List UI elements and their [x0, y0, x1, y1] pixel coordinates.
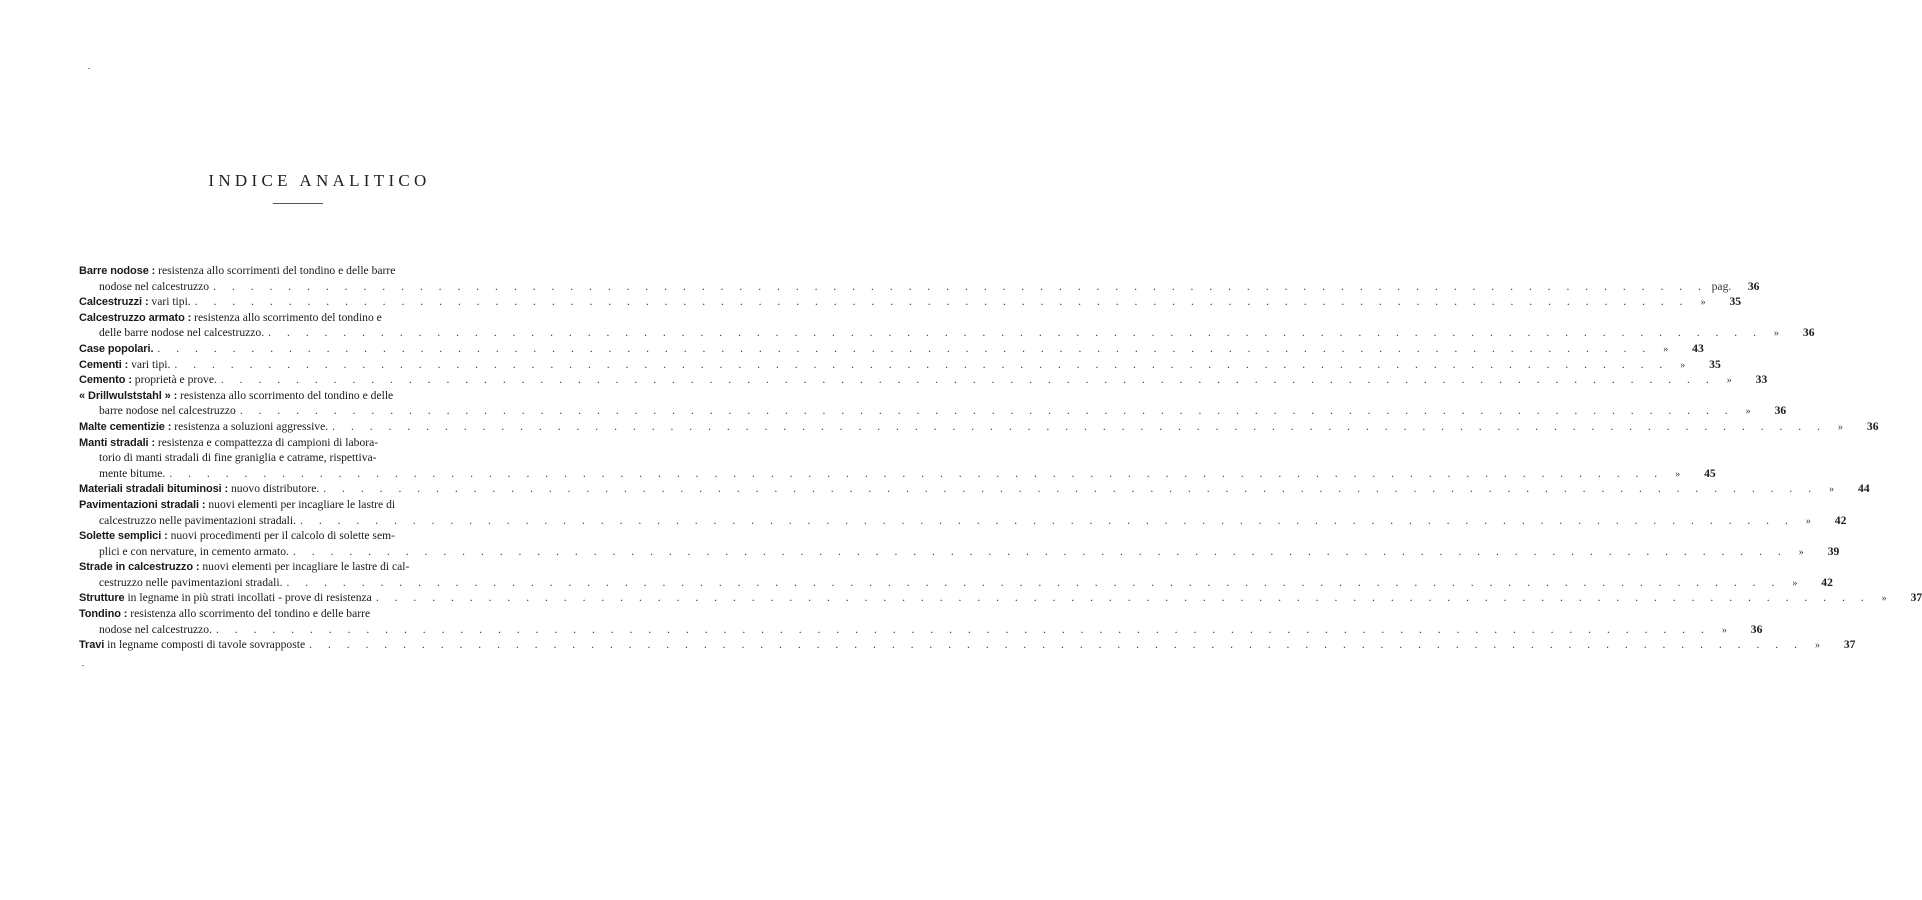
dot-leader: . . . . . . . . . . . . . . . . . . . . . . . . . . . . . . . . . . . . . . . . . . . . . . . . . . . . . . . . . . . . . . . . . . . . . . . . . . . . . . . . [300, 513, 1795, 527]
index-entry-continuation [79, 622, 1763, 638]
page-marker: » [1680, 359, 1686, 371]
page-marker: » [1792, 577, 1798, 589]
page-number: 36 [1802, 326, 1815, 340]
entry-description: in legname composti di tavole sovrapposte [104, 638, 306, 652]
entry-term: Materiali stradali bituminosi : [79, 483, 229, 496]
index-entry [79, 606, 525, 622]
entry-description: cestruzzo nelle pavimentazioni stradali. [99, 575, 283, 589]
scan-speck [88, 68, 90, 69]
page-marker: » [1745, 406, 1751, 418]
entry-description: resistenza a soluzioni aggressive. [171, 419, 329, 433]
index-entry [79, 372, 1768, 388]
index-entry-continuation [79, 575, 1833, 591]
page-marker: » [1798, 546, 1804, 558]
entry-description: torio di manti stradali di fine graniglia e catrame, rispettiva- [99, 451, 377, 465]
page-title: INDICE ANALITICO [208, 171, 431, 190]
dot-leader: . . . . . . . . . . . . . . . . . . . . . . . . . . . . . . . . . . . . . . . . . . . . . . . . . . . . . . . . . . . . . . . . . . . . . . . . . . . . . . . . [286, 575, 1781, 589]
entry-description: in legname in più strati incollati - prove di resistenza [124, 591, 372, 605]
index-entry [79, 590, 1922, 606]
entry-term: Strutture [79, 592, 125, 605]
index-entry [79, 263, 525, 279]
entry-term: Cemento : [79, 374, 132, 387]
entry-term: Cementi : [79, 358, 129, 371]
page-marker: » [1838, 421, 1843, 433]
page-marker: » [1805, 515, 1811, 527]
page-number: 36 [1750, 622, 1763, 636]
dot-leader: . . . . . . . . . . . . . . . . . . . . . . . . . . . . . . . . . . . . . . . . . . . . . . . . . . . . . . . . . . . . . . . . . . . . . . . . . . . . . . . . [292, 544, 1788, 558]
dot-leader: . . . . . . . . . . . . . . . . . . . . . . . . . . . . . . . . . . . . . . . . . . . . . . . . . . . . . . . . . . . . . . . . . . . . . . . . . . . . . . . . [332, 419, 1827, 433]
entry-description: resistenza allo scorrimenti del tondino e delle barre [155, 264, 396, 277]
entry-term: Barre nodose : [79, 265, 156, 277]
index-entry-continuation [79, 325, 1815, 341]
entry-term: Tondino : [79, 608, 128, 621]
entry-description: resistenza e compattezza di campioni di labora- [155, 435, 379, 449]
entry-description: plici e con nervature, in cemento armato. [99, 544, 289, 558]
index-entry [79, 341, 1704, 357]
entry-term: Malte cementizie : [79, 420, 172, 433]
page-number: 35 [1709, 357, 1721, 371]
index-entry-continuation [79, 466, 1716, 482]
index-entry [79, 294, 1742, 310]
index-entry [79, 357, 1721, 373]
page-marker: » [1881, 593, 1887, 605]
entry-term: Calcestruzzo armato : [79, 311, 192, 324]
entry-description: nodose nel calcestruzzo [99, 279, 210, 293]
page-marker: » [1829, 484, 1835, 496]
entry-term: Manti stradali : [79, 436, 156, 449]
entry-term: Travi [79, 639, 105, 652]
page-number: 39 [1827, 544, 1840, 558]
page-number: 36 [1747, 279, 1760, 293]
page-number: 33 [1755, 373, 1768, 387]
index-entry [79, 419, 1879, 435]
entry-description: nuovi elementi per incagliare le lastre di [205, 497, 396, 511]
entry-description: resistenza allo scorrimento del tondino e delle [177, 388, 394, 402]
index-entry-continuation [79, 279, 1760, 295]
entry-description: nuovi elementi per incagliare le lastre di cal- [199, 560, 410, 574]
dot-leader: . . . . . . . . . . . . . . . . . . . . . . . . . . . . . . . . . . . . . . . . . . . . . . . . . . . . . . . . . . . . . . . . . . . . . . . . . . . . . . . . [169, 466, 1664, 480]
page-number: 35 [1729, 295, 1742, 309]
dot-leader: . . . . . . . . . . . . . . . . . . . . . . . . . . . . . . . . . . . . . . . . . . . . . . . . . . . . . . . . . . . . . . . . . . . . . . . . . . . . . . . . [216, 622, 1711, 636]
page-number: 42 [1834, 513, 1847, 527]
dot-leader: . . . . . . . . . . . . . . . . . . . . . . . . . . . . . . . . . . . . . . . . . . . . . . . . . . . . . . . . . . . . . . . . . . . . . . . . . . . . . . . . [157, 341, 1652, 355]
entry-description: nuovi procedimenti per il calcolo di solette sem- [167, 529, 395, 543]
entry-description: delle barre nodose nel calcestruzzo. [99, 326, 265, 340]
entry-description: proprietà e prove. [131, 373, 217, 387]
entry-description: barre nodose nel calcestruzzo [99, 404, 236, 418]
index-entry-continuation [79, 513, 1847, 529]
page-marker: » [1663, 343, 1669, 355]
entry-description: vari tipi. [148, 295, 191, 309]
page-marker: » [1721, 624, 1727, 636]
page-marker: pag. [1711, 279, 1732, 293]
dot-leader: . . . . . . . . . . . . . . . . . . . . . . . . . . . . . . . . . . . . . . . . . . . . . . . . . . . . . . . . . . . . . . . . . . . . . . . . . . . . . . . . [213, 279, 1708, 293]
page-number: 44 [1858, 482, 1870, 496]
index-entry-continuation [79, 544, 1840, 560]
page-number: 43 [1692, 341, 1704, 355]
entry-term: Pavimentazioni stradali : [79, 498, 206, 511]
index-entry [79, 637, 1856, 653]
page-number: 37 [1843, 638, 1856, 652]
dot-leader: . . . . . . . . . . . . . . . . . . . . . . . . . . . . . . . . . . . . . . . . . . . . . . . . . . . . . . . . . . . . . . . . . . . . . . . . . . . . . . . . [239, 404, 1735, 418]
page-marker: » [1774, 328, 1779, 340]
entry-description: mente bitume. [99, 466, 166, 480]
dot-leader: . . . . . . . . . . . . . . . . . . . . . . . . . . . . . . . . . . . . . . . . . . . . . . . . . . . . . . . . . . . . . . . . . . . . . . . . . . . . . . . . [194, 295, 1690, 309]
dot-leader: . . . . . . . . . . . . . . . . . . . . . . . . . . . . . . . . . . . . . . . . . . . . . . . . . . . . . . . . . . . . . . . . . . . . . . . . . . . . . . . . [309, 638, 1804, 652]
index-entry-continuation [79, 403, 1787, 419]
page-marker: » [1814, 640, 1820, 652]
entry-description: nuovo distributore. [228, 482, 320, 496]
entry-term: Solette semplici : [79, 530, 168, 543]
title-underline [273, 203, 323, 204]
entry-term: Strade in calcestruzzo : [79, 561, 200, 574]
page-number: 42 [1821, 575, 1833, 589]
entry-description: resistenza allo scorrimento del tondino e [191, 310, 382, 324]
entry-description: vari tipi. [128, 357, 171, 371]
page-marker: » [1726, 375, 1732, 387]
scan-speck [82, 665, 84, 666]
dot-leader: . . . . . . . . . . . . . . . . . . . . . . . . . . . . . . . . . . . . . . . . . . . . . . . . . . . . . . . . . . . . . . . . . . . . . . . . . . . . . . . . [220, 373, 1716, 387]
index-entry [79, 435, 525, 451]
index-entry [79, 559, 525, 575]
entry-description: resistenza allo scorrimento del tondino e delle barre [127, 607, 371, 621]
page-marker: » [1700, 297, 1706, 309]
entry-description: calcestruzzo nelle pavimentazioni stradali. [99, 513, 297, 527]
index-entry-continuation [79, 450, 525, 466]
page-number: 45 [1704, 466, 1716, 480]
page-number: 37 [1910, 591, 1922, 605]
index-entry [79, 497, 525, 513]
dot-leader: . . . . . . . . . . . . . . . . . . . . . . . . . . . . . . . . . . . . . . . . . . . . . . . . . . . . . . . . . . . . . . . . . . . . . . . . . . . . . . . . [174, 357, 1669, 371]
analytic-index [79, 263, 1922, 653]
entry-description: nodose nel calcestruzzo. [99, 622, 212, 636]
index-entry [79, 528, 525, 544]
entry-term: Case popolari. [79, 342, 154, 355]
index-entry [79, 310, 525, 326]
dot-leader: . . . . . . . . . . . . . . . . . . . . . . . . . . . . . . . . . . . . . . . . . . . . . . . . . . . . . . . . . . . . . . . . . . . . . . . . . . . . . . . . [375, 591, 1871, 605]
entry-term: « Drillwulststahl » : [79, 389, 178, 402]
index-entry [79, 481, 1870, 497]
page-marker: » [1675, 468, 1681, 480]
index-entry [79, 388, 525, 404]
dot-leader: . . . . . . . . . . . . . . . . . . . . . . . . . . . . . . . . . . . . . . . . . . . . . . . . . . . . . . . . . . . . . . . . . . . . . . . . . . . . . . . . [268, 326, 1763, 340]
dot-leader: . . . . . . . . . . . . . . . . . . . . . . . . . . . . . . . . . . . . . . . . . . . . . . . . . . . . . . . . . . . . . . . . . . . . . . . . . . . . . . . . [323, 482, 1818, 496]
entry-term: Calcestruzzi : [79, 296, 149, 309]
page-number: 36 [1774, 404, 1787, 418]
page-number: 36 [1866, 419, 1879, 433]
